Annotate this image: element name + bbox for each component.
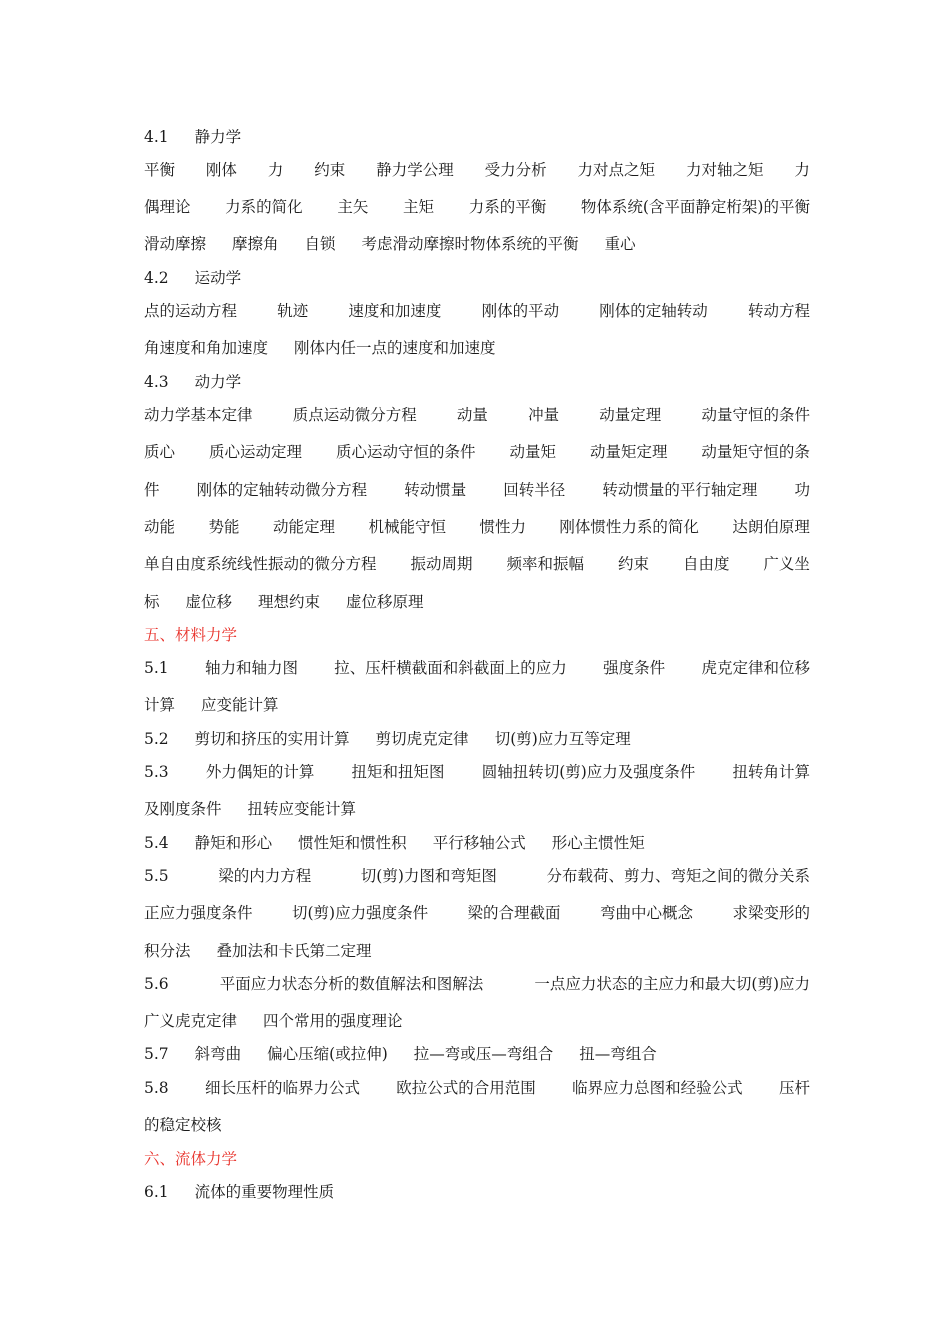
term: 动量守恒的条件 [701, 406, 810, 424]
term: 静力学公理 [376, 161, 454, 179]
term: 质点运动微分方程 [292, 406, 417, 424]
term: 的稳定校核 [144, 1116, 222, 1134]
section-number: 5.1 [144, 659, 169, 677]
term: 速度和加速度 [348, 302, 442, 320]
term: 一点应力状态的主应力和最大切(剪)应力 [534, 975, 810, 993]
section-title: 流体的重要物理性质 [194, 1183, 335, 1201]
section-number: 6.1 [144, 1183, 169, 1201]
term: 外力偶矩的计算 [205, 763, 315, 781]
term: 欧拉公式的合用范围 [396, 1079, 536, 1097]
section-4-3-heading [144, 372, 810, 392]
section-number: 5.8 [144, 1079, 169, 1097]
text-line [144, 729, 810, 749]
term: 转动惯量的平行轴定理 [602, 481, 758, 499]
term: 细长压杆的临界力公式 [204, 1079, 360, 1097]
text-line [144, 833, 810, 853]
term: 虚位移 [185, 593, 233, 611]
term: 动量矩守恒的条 [701, 443, 810, 461]
text-line [144, 1011, 810, 1031]
term: 惯性力 [479, 518, 526, 536]
term: 主矢 [337, 198, 369, 216]
term: 频率和振幅 [506, 555, 584, 573]
section-number: 5.6 [144, 975, 169, 993]
section-number: 5.7 [144, 1045, 169, 1063]
term: 单自由度系统线性振动的微分方程 [144, 555, 377, 573]
term: 质心运动守恒的条件 [335, 443, 476, 461]
term: 弯曲中心概念 [600, 904, 694, 922]
text-line [144, 554, 810, 574]
term: 分布载荷、剪力、弯矩之间的微分关系 [546, 867, 810, 885]
term: 切(剪)应力强度条件 [291, 904, 429, 922]
term: 刚体惯性力系的简化 [559, 518, 699, 536]
term: 点的运动方程 [144, 302, 238, 320]
term: 势能 [208, 518, 240, 536]
term: 梁的内力方程 [218, 867, 312, 885]
term: 剪切和挤压的实用计算 [194, 730, 350, 748]
term: 及刚度条件 [144, 800, 222, 818]
term: 动能定理 [272, 518, 335, 536]
term: 扭转角计算 [732, 763, 810, 781]
term: 动量矩定理 [589, 443, 668, 461]
term: 轨迹 [277, 302, 309, 320]
term: 四个常用的强度理论 [263, 1012, 403, 1030]
term: 自由度 [682, 555, 730, 573]
term: 压杆 [778, 1079, 810, 1097]
text-line [144, 480, 810, 500]
term: 刚体 [205, 161, 237, 179]
term: 约束 [314, 161, 346, 179]
term: 临界应力总图和经验公式 [572, 1079, 743, 1097]
term: 偶理论 [144, 198, 191, 216]
term: 强度条件 [603, 659, 666, 677]
chapter-heading-5 [144, 625, 810, 645]
section-title: 动力学 [194, 373, 242, 391]
term: 力对点之矩 [577, 161, 656, 179]
term: 达朗伯原理 [732, 518, 810, 536]
text-line [144, 234, 810, 254]
term: 件 [144, 481, 160, 499]
section-6-1-heading [144, 1182, 810, 1202]
section-number: 5.4 [144, 834, 169, 852]
text-line [144, 517, 810, 537]
chapter-title: 六、流体力学 [144, 1150, 238, 1168]
section-title: 运动学 [194, 269, 242, 287]
term: 扭转应变能计算 [247, 800, 357, 818]
term: 标 [144, 593, 160, 611]
term: 力 [267, 161, 284, 179]
term: 质心 [144, 443, 176, 461]
text-line [144, 799, 810, 819]
text-line [144, 1044, 810, 1064]
section-4-1-heading [144, 127, 810, 147]
term: 应变能计算 [201, 696, 279, 714]
term: 转动惯量 [404, 481, 467, 499]
term: 动力学基本定律 [144, 406, 253, 424]
term: 力 [794, 161, 810, 179]
term: 拉—弯或压—弯组合 [413, 1045, 554, 1063]
term: 刚体内任一点的速度和加速度 [294, 339, 496, 357]
text-line [144, 941, 810, 961]
term: 求梁变形的 [732, 904, 810, 922]
term: 考虑滑动摩擦时物体系统的平衡 [361, 235, 579, 253]
section-4-2-heading [144, 268, 810, 288]
term: 重心 [604, 235, 636, 253]
term: 动能 [144, 518, 176, 536]
chapter-heading-6 [144, 1149, 810, 1169]
term: 主矩 [403, 198, 435, 216]
section-number: 5.5 [144, 867, 169, 885]
term: 斜弯曲 [194, 1045, 242, 1063]
term: 偏心压缩(或拉伸) [267, 1045, 388, 1063]
chapter-title: 五、材料力学 [144, 626, 238, 644]
section-number: 4.1 [144, 128, 169, 146]
section-number: 5.3 [144, 763, 169, 781]
term: 广义虎克定律 [144, 1012, 238, 1030]
term: 力系的简化 [225, 198, 303, 216]
term: 正应力强度条件 [144, 904, 253, 922]
term: 刚体的定轴转动 [599, 302, 708, 320]
term: 广义坐 [763, 555, 810, 573]
text-line [144, 866, 810, 886]
text-line [144, 160, 810, 180]
term: 扭矩和扭矩图 [351, 763, 445, 781]
term: 摩擦角 [232, 235, 279, 253]
term: 平面应力状态分析的数值解法和图解法 [219, 975, 484, 993]
text-line [144, 658, 810, 678]
term: 动量 [456, 406, 488, 424]
term: 功 [794, 481, 810, 499]
term: 积分法 [144, 942, 191, 960]
term: 切(剪)力图和弯矩图 [360, 867, 497, 885]
term: 圆轴扭转切(剪)应力及强度条件 [481, 763, 696, 781]
term: 形心主惯性矩 [551, 834, 645, 852]
text-line [144, 1115, 810, 1135]
term: 叠加法和卡氏第二定理 [216, 942, 372, 960]
term: 力系的平衡 [468, 198, 547, 216]
term: 受力分析 [484, 161, 547, 179]
term: 动量矩 [509, 443, 556, 461]
text-line [144, 903, 810, 923]
term: 虎克定律和位移 [701, 659, 810, 677]
text-line [144, 197, 810, 217]
term: 回转半径 [503, 481, 566, 499]
term: 动量定理 [599, 406, 662, 424]
term: 刚体的平动 [481, 302, 560, 320]
term: 平行移轴公式 [432, 834, 526, 852]
section-number: 4.3 [144, 373, 169, 391]
section-number: 5.2 [144, 730, 169, 748]
term: 剪切虎克定律 [375, 730, 469, 748]
term: 力对轴之矩 [685, 161, 764, 179]
term: 理想约束 [258, 593, 321, 611]
section-title: 静力学 [194, 128, 242, 146]
term: 轴力和轴力图 [204, 659, 298, 677]
text-line [144, 695, 810, 715]
text-line [144, 592, 810, 612]
text-line [144, 974, 810, 994]
term: 角速度和角加速度 [144, 339, 269, 357]
term: 静矩和形心 [194, 834, 273, 852]
term: 刚体的定轴转动微分方程 [196, 481, 368, 499]
text-line [144, 301, 810, 321]
text-line [144, 442, 810, 462]
term: 机械能守恒 [368, 518, 446, 536]
term: 拉、压杆横截面和斜截面上的应力 [334, 659, 567, 677]
term: 梁的合理截面 [467, 904, 561, 922]
term: 转动方程 [747, 302, 810, 320]
text-line [144, 762, 810, 782]
text-line [144, 405, 810, 425]
term: 虚位移原理 [346, 593, 424, 611]
text-line [144, 338, 810, 358]
term: 滑动摩擦 [144, 235, 207, 253]
term: 平衡 [144, 161, 176, 179]
term: 质心运动定理 [208, 443, 302, 461]
text-line [144, 1078, 810, 1098]
term: 冲量 [528, 406, 560, 424]
term: 自锁 [304, 235, 336, 253]
term: 物体系统(含平面静定桁架)的平衡 [580, 198, 810, 216]
term: 约束 [617, 555, 649, 573]
section-number: 4.2 [144, 269, 169, 287]
term: 切(剪)应力互等定理 [494, 730, 631, 748]
term: 振动周期 [410, 555, 473, 573]
term: 计算 [144, 696, 176, 714]
term: 惯性矩和惯性积 [298, 834, 407, 852]
term: 扭—弯组合 [579, 1045, 657, 1063]
